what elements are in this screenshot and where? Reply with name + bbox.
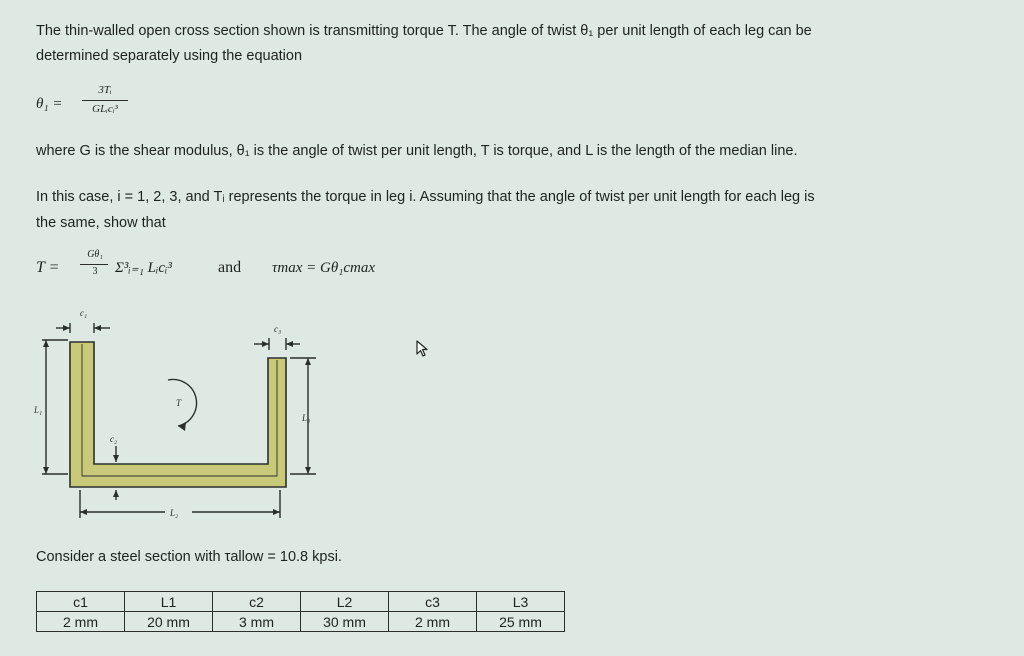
- equation-2-fraction-bar: [80, 264, 108, 265]
- equation-2-lhs: T =: [36, 259, 60, 276]
- equation-1-numerator: 3Tᵢ: [98, 84, 112, 96]
- table-cell: 2 mm: [389, 612, 477, 632]
- consider-text: Consider a steel section with τallow = 10.8 kpsi.: [36, 549, 342, 565]
- equation-2-numerator: Gθ₁: [87, 249, 103, 260]
- equation-2-and: and: [218, 259, 242, 276]
- problem-text-line-2: determined separately using the equation: [36, 48, 303, 64]
- label-L3: L₃: [302, 413, 311, 423]
- equation-2-denominator: 3: [92, 266, 98, 277]
- table-cell: 3 mm: [213, 612, 301, 632]
- table-header: L3: [477, 592, 565, 612]
- table-header: c2: [213, 592, 301, 612]
- table-cell: 30 mm: [301, 612, 389, 632]
- label-c2: c₂: [110, 434, 118, 444]
- equation-1-lhs: θ₁ =: [36, 96, 63, 112]
- table-row-headers: [37, 592, 565, 612]
- problem-text-line-3: where G is the shear modulus, θ₁ is the angle of twist per unit length, T is torque, and L is the length of the median line.: [36, 143, 798, 159]
- equation-1-denominator: GLᵢcᵢ³: [92, 103, 118, 115]
- label-T: T: [176, 398, 182, 408]
- table-cell: 2 mm: [37, 612, 125, 632]
- problem-text-line-5: the same, show that: [36, 215, 166, 231]
- equation-1-fraction-bar: [82, 100, 128, 101]
- table-header: L2: [301, 592, 389, 612]
- problem-text-line-1: The thin-walled open cross section shown is transmitting torque T. The angle of twist θ₁ per unit length of each leg can be: [36, 23, 812, 39]
- table-header: L1: [125, 592, 213, 612]
- problem-text-line-4: In this case, i = 1, 2, 3, and Tᵢ represents the torque in leg i. Assuming that the angle of twist per unit length for each leg is: [36, 189, 815, 205]
- label-L2: L₂: [170, 508, 179, 518]
- equation-2-tau-max: τmax = Gθ₁cmax: [272, 260, 376, 276]
- cross-section-figure: [30, 300, 370, 530]
- table-header: c3: [389, 592, 477, 612]
- table-cell: 20 mm: [125, 612, 213, 632]
- label-c3: c₃: [274, 324, 282, 334]
- label-L1: L₁: [34, 405, 43, 415]
- channel-section: [70, 342, 286, 487]
- table-header: c1: [37, 592, 125, 612]
- label-c1: c₁: [80, 308, 88, 318]
- table-row-values: [37, 612, 565, 632]
- mouse-cursor-icon: [415, 340, 431, 358]
- table-cell: 25 mm: [477, 612, 565, 632]
- equation-2-sum: Σ³ᵢ₌₁ Lᵢcᵢ³: [115, 260, 172, 276]
- dimensions-table: [36, 591, 565, 632]
